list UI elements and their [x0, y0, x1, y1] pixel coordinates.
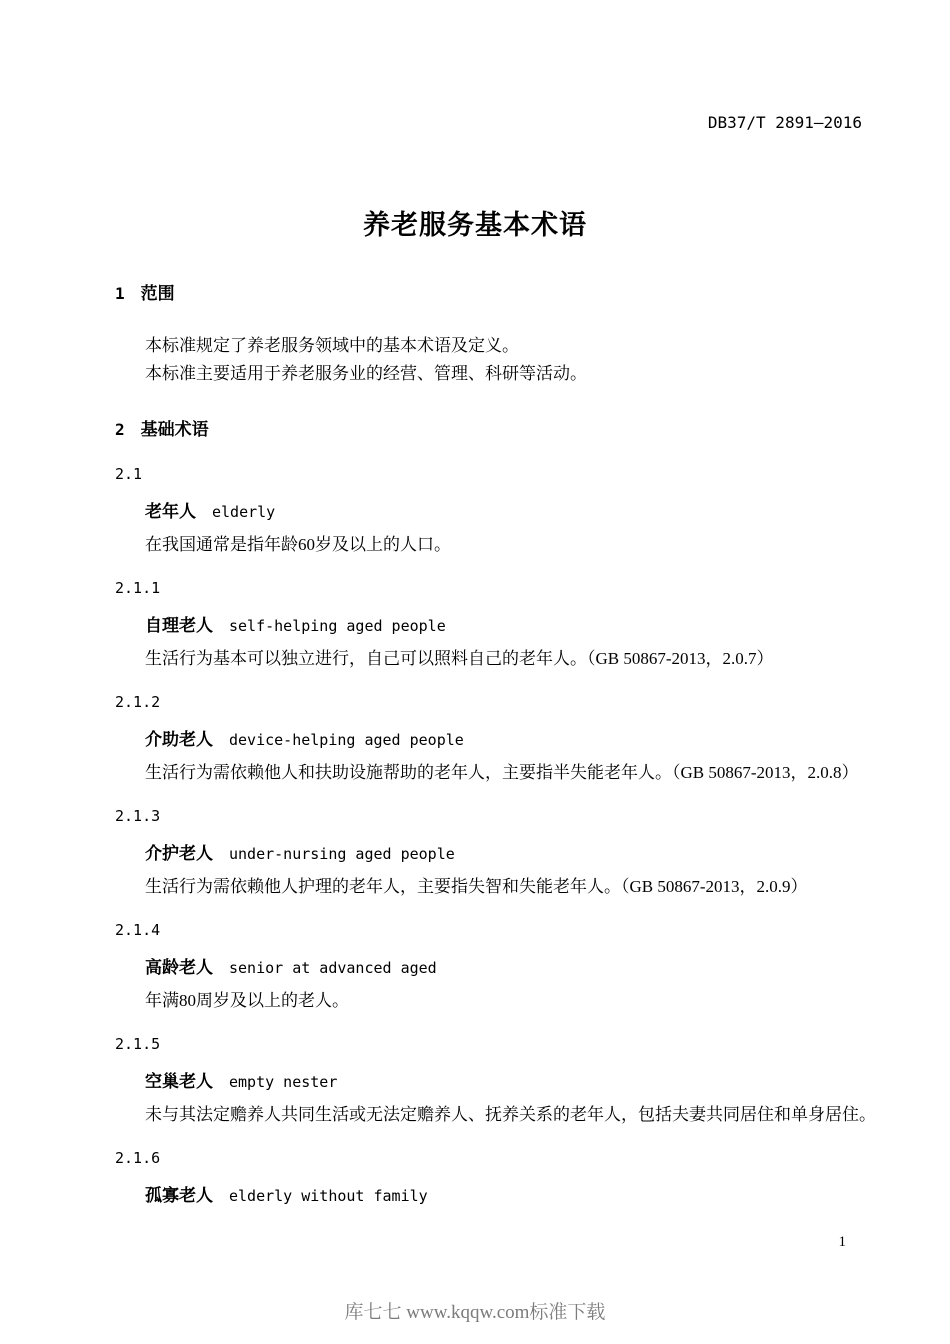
- term-definition: 生活行为需依赖他人护理的老年人，主要指失智和失能老年人。（GB 50867-2013，2.0.9）: [145, 877, 808, 896]
- term-entry-2-1-6: [115, 1148, 887, 1209]
- term-definition: 生活行为需依赖他人和扶助设施帮助的老年人，主要指半失能老年人。（GB 50867-2013，2.0.8）: [145, 763, 859, 782]
- section-number: 2: [115, 420, 125, 439]
- clause-number: 2.1.5: [115, 1035, 161, 1053]
- term-zh: 介护老人: [145, 844, 213, 863]
- term-entry-2-1: [115, 464, 887, 557]
- term-en: self-helping aged people: [229, 617, 446, 635]
- term-entry-2-1-2: [115, 692, 887, 785]
- term-en: empty nester: [229, 1073, 338, 1091]
- clause-number: 2.1.6: [115, 1149, 161, 1167]
- term-heading: [145, 614, 887, 639]
- clause-number: 2.1.4: [115, 921, 161, 939]
- section-heading-scope: [115, 282, 887, 306]
- term-en: senior at advanced aged: [229, 959, 437, 977]
- term-zh: 老年人: [145, 502, 196, 521]
- clause-number: 2.1.3: [115, 807, 161, 825]
- term-en: device-helping aged people: [229, 731, 464, 749]
- document-body: [115, 0, 887, 1209]
- term-en: elderly: [212, 503, 276, 521]
- scope-paragraph-1: 本标准规定了养老服务领域中的基本术语及定义。: [145, 336, 519, 355]
- term-zh: 自理老人: [145, 616, 213, 635]
- term-zh: 介助老人: [145, 730, 213, 749]
- clause-number: 2.1.1: [115, 579, 161, 597]
- term-en: elderly without family: [229, 1187, 428, 1205]
- term-zh: 孤寡老人: [145, 1186, 213, 1205]
- document-title: 养老服务基本术语: [363, 210, 587, 240]
- term-zh: 空巢老人: [145, 1072, 213, 1091]
- term-heading: [145, 1184, 887, 1209]
- standard-code: DB37/T 2891—2016: [707, 113, 862, 132]
- term-en: under-nursing aged people: [229, 845, 455, 863]
- term-entry-2-1-1: [115, 578, 887, 671]
- scope-paragraph-2: 本标准主要适用于养老服务业的经营、管理、科研等活动。: [145, 364, 587, 383]
- term-entry-2-1-3: [115, 806, 887, 899]
- term-definition: 在我国通常是指年龄60岁及以上的人口。: [145, 535, 451, 554]
- term-entry-2-1-5: [115, 1034, 887, 1127]
- term-zh: 高龄老人: [145, 958, 213, 977]
- term-definition: 生活行为基本可以独立进行，自己可以照料自己的老年人。（GB 50867-2013，2.0.7）: [145, 649, 774, 668]
- section-title: 范围: [140, 284, 175, 303]
- term-heading: [145, 728, 887, 753]
- term-heading: [145, 1070, 887, 1095]
- term-definition: 未与其法定赡养人共同生活或无法定赡养人、抚养关系的老年人，包括夫妻共同居住和单身居住。: [145, 1105, 876, 1124]
- page-number: 1: [838, 1234, 846, 1250]
- section-number: 1: [115, 284, 125, 303]
- clause-number: 2.1.2: [115, 693, 161, 711]
- term-heading: [145, 842, 887, 867]
- watermark-text: 库七七 www.kqqw.com标准下载: [344, 1302, 606, 1323]
- clause-number: 2.1: [115, 465, 143, 483]
- term-heading: [145, 956, 887, 981]
- term-definition: 年满80周岁及以上的老人。: [145, 991, 349, 1010]
- term-entry-2-1-4: [115, 920, 887, 1013]
- term-heading: [145, 500, 887, 525]
- section-heading-basic-terms: [115, 418, 887, 442]
- section-title: 基础术语: [140, 420, 209, 439]
